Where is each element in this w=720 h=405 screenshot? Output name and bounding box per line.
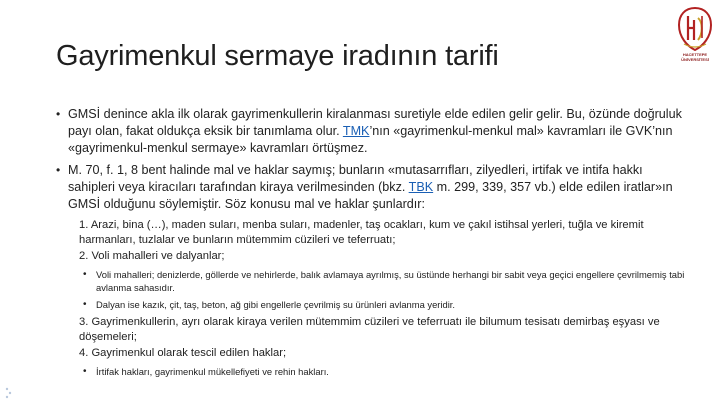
list-item-1: 1. Arazi, bina (…), maden suları, menba suları, madenler, taş ocakları, kum ve çakıl istihsal yerleri, tuğla ve kiremit harmanları, tuzlalar ve bunların mütemmim cüzileri ve teferruatı; bbox=[79, 219, 644, 246]
bullet-gmsi-definition bbox=[56, 106, 686, 157]
list-item-2: 2. Voli mahalleri ve dalyanlar; bbox=[79, 250, 225, 262]
list-item-4: 4. Gayrimenkul olarak tescil edilen haklar; bbox=[79, 347, 287, 359]
bullet1-text-a: GMSİ denince akla ilk olarak gayrimenkullerin kiralanması suretiyle elde edilen gelir gelir. Bu, özünde doğruluk payı olan, fakat oldukça eksik bir tanımlama olur. bbox=[68, 107, 682, 138]
list-item-3: 3. Gayrimenkullerin, ayrı olarak kiraya verilen mütemmim cüzileri ve teferruatı ile bilumum tesisatı demirbaş eşyası ve döşemeleri; bbox=[79, 316, 660, 343]
tmk-link[interactable]: TMK bbox=[342, 124, 370, 138]
list-item-4a: • İrtifak hakları, gayrimenkul mükellefiyeti ve rehin hakları. bbox=[56, 365, 686, 378]
bullet2-text-b: m. 299, 339, 357 vb.) elde edilen iratlar»ın GMSİ olduğunu söylemiştir. Söz konusu mal ve haklar şunlardır: bbox=[68, 180, 673, 211]
bullet1-text-b: ’nın «gayrimenkul-menkul mal» kavramları ile GVK’nın «gayrimenkul-menkul sermaye» kavramları örtüşmez. bbox=[68, 124, 673, 155]
slide-title: Gayrimenkul sermaye iradının tarifi bbox=[56, 40, 499, 72]
slide-nav-icon[interactable] bbox=[4, 386, 14, 400]
list-item-2a: • Voli mahalleri; denizlerde, göllerde ve nehirlerde, balık avlamaya ayrılmış, su üstünde herhangi bir sabit veya geçici engellere çevrilmemiş tabi avlanma sahasıdır. bbox=[56, 268, 686, 294]
slide-content bbox=[56, 106, 686, 382]
bullet-article-70 bbox=[56, 162, 686, 213]
hacettepe-logo bbox=[676, 6, 714, 72]
tbk-link[interactable]: TBK bbox=[408, 180, 434, 194]
logo-caption: HACETTEPE ÜNİVERSİTESİ bbox=[681, 52, 709, 62]
list-item-2b: • Dalyan ise kazık, çit, taş, beton, ağ gibi engellerle çevrilmiş su ürünleri avlanma yeridir. bbox=[56, 298, 686, 311]
bullet2-text-a: M. 70, f. 1, 8 bent halinde mal ve haklar saymış; bunların «mutasarrıfları, zilyedleri, irtifak ve intifa hakkı sahipleri veya kiracıları tarafından kiraya verilmesinden (bkz. bbox=[68, 163, 643, 194]
logo-emblem-icon bbox=[676, 6, 714, 52]
